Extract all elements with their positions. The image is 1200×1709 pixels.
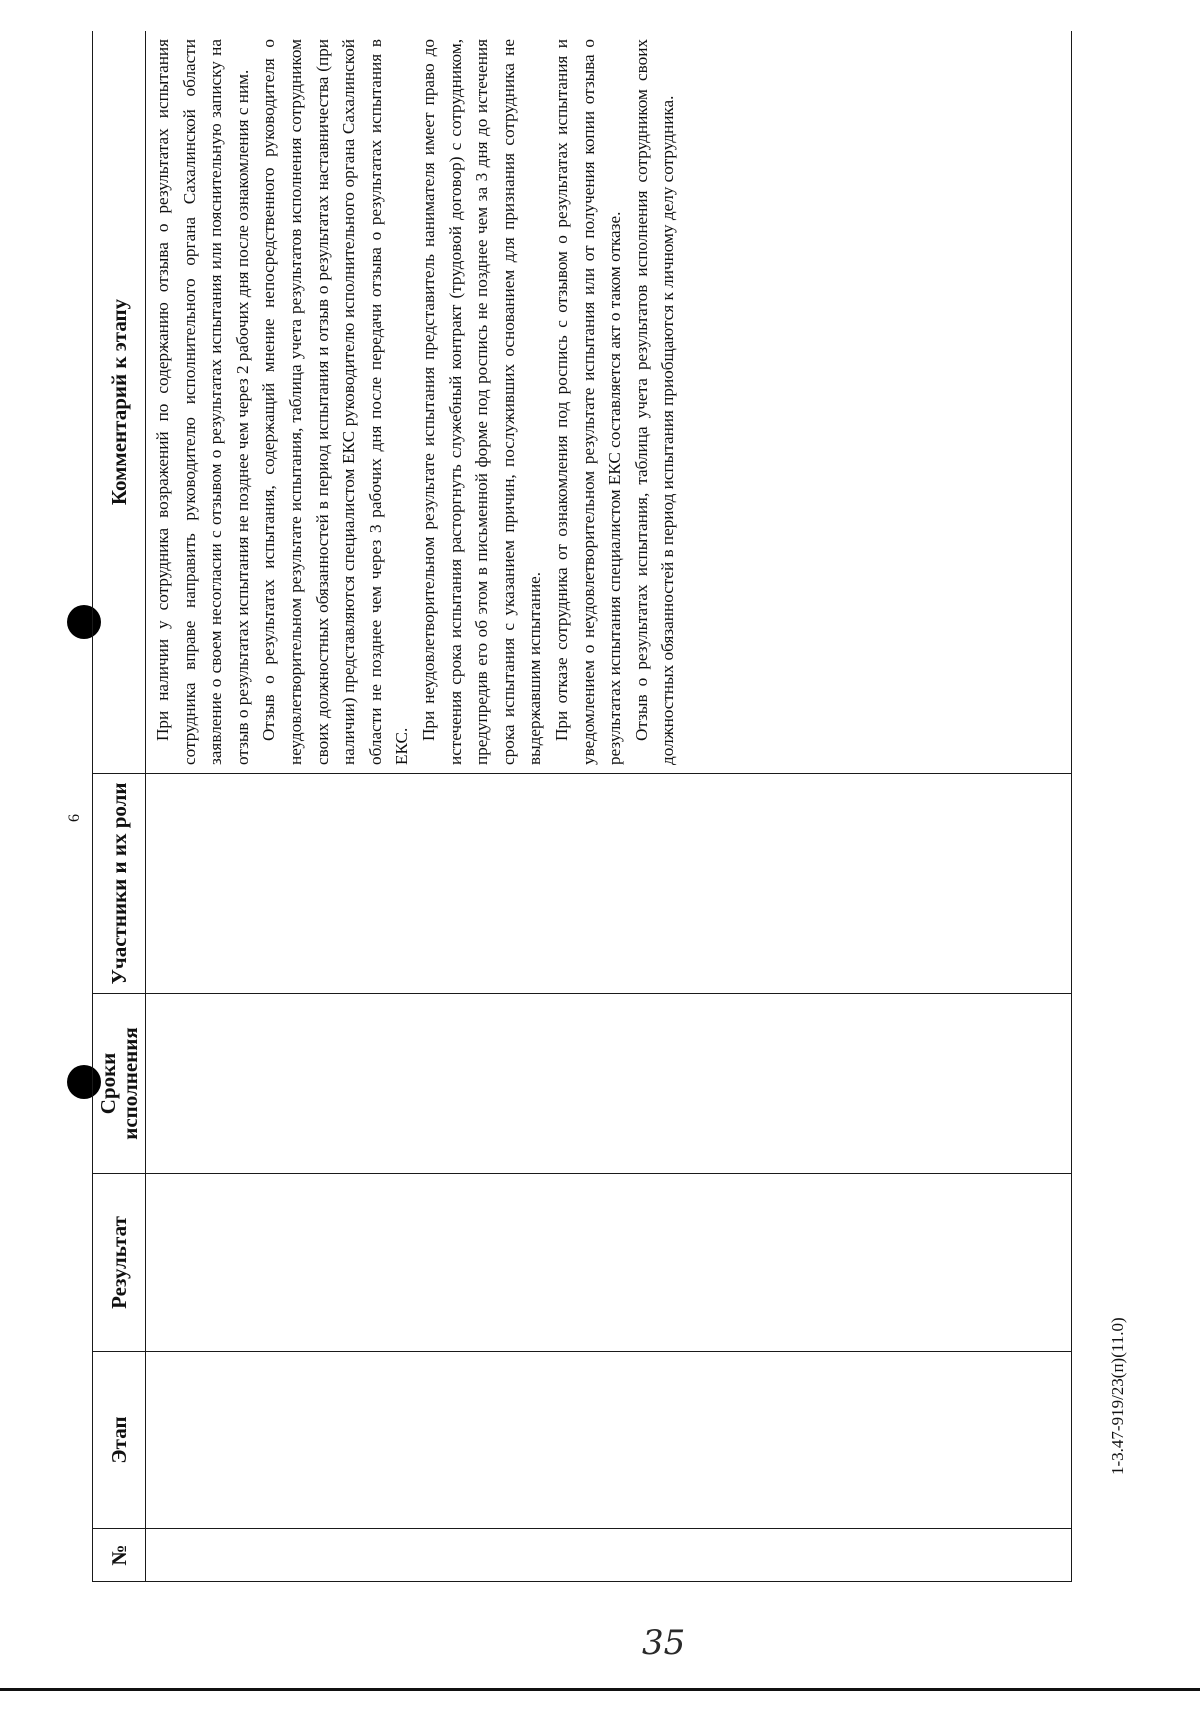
comment-paragraph: Отзыв о результатах испытания, таблица учета результатов исполнения сотрудником своих должностных обязанностей в период испытания приобщаются к личному делу сотрудника. [631, 39, 678, 765]
header-num: № [93, 1529, 146, 1582]
header-comment: Комментарий к этапу [93, 31, 146, 774]
handwritten-page-number: 35 [642, 1623, 686, 1663]
table-header-row [93, 31, 146, 1582]
comment-paragraph: При неудовлетворительном результате испытания представитель нанимателя имеет право до истечения срока испытания расторгнуть служебный контракт (трудовой договор) с сотрудником, предупредив его об этом в письменной форме под роспись не позднее чем за 3 дня до истечения срока испытания с указанием причин, послуживших основанием для признания сотрудника не выдержавшим испытание. [418, 39, 545, 765]
cell-result [146, 1174, 1072, 1352]
comment-paragraph: При отказе сотрудника от ознакомления под роспись с отзывом о результатах испытания и уведомлением о неудовлетворительном результате испытания или от получения копии отзыва о результатах испытания специалистом ЕКС составляется акт о таком отказе. [551, 39, 625, 765]
header-result: Результат [93, 1174, 146, 1352]
header-stage: Этап [93, 1352, 146, 1529]
comment-paragraph: При наличии у сотрудника возражений по содержанию отзыва о результатах испытания сотрудника вправе направить руководителю исполнительного органа Сахалинской области заявление о своем несогласии с отзывом о результатах испытания или пояснительную записку на отзыв о результатах испытания не позднее чем через 2 рабочих дня после ознакомления с ним. [153, 39, 252, 765]
header-participants: Участники и их роли [93, 774, 146, 994]
table-row [146, 31, 1072, 1582]
rotated-table-wrapper [92, 31, 1072, 1582]
rotated-page-content [92, 31, 1072, 1582]
cell-participants [146, 774, 1072, 994]
cell-stage [146, 1352, 1072, 1529]
procedure-table [92, 31, 1072, 1582]
comment-paragraph: Отзыв о результатах испытания, содержащий мнение непосредственного руководителя о неудовлетворительном результате испытания, таблица учета результатов исполнения сотрудником своих должностных обязанностей в период испытания и отзыв о результатах наставничества (при наличии) представляются специалистом ЕКС руководителю исполнительного органа Сахалинской области не позднее чем через 3 рабочих дня после передачи отзыва о результатах испытания в ЕКС. [259, 39, 412, 765]
cell-deadlines [146, 994, 1072, 1174]
header-deadlines: Сроки исполнения [93, 994, 146, 1174]
page-number: 6 [66, 814, 83, 822]
cell-comment [146, 31, 1072, 774]
cell-num [146, 1529, 1072, 1582]
document-code: 1-3.47-919/23(п)(11.0) [1108, 1317, 1127, 1475]
scan-edge-line [0, 1688, 1200, 1691]
